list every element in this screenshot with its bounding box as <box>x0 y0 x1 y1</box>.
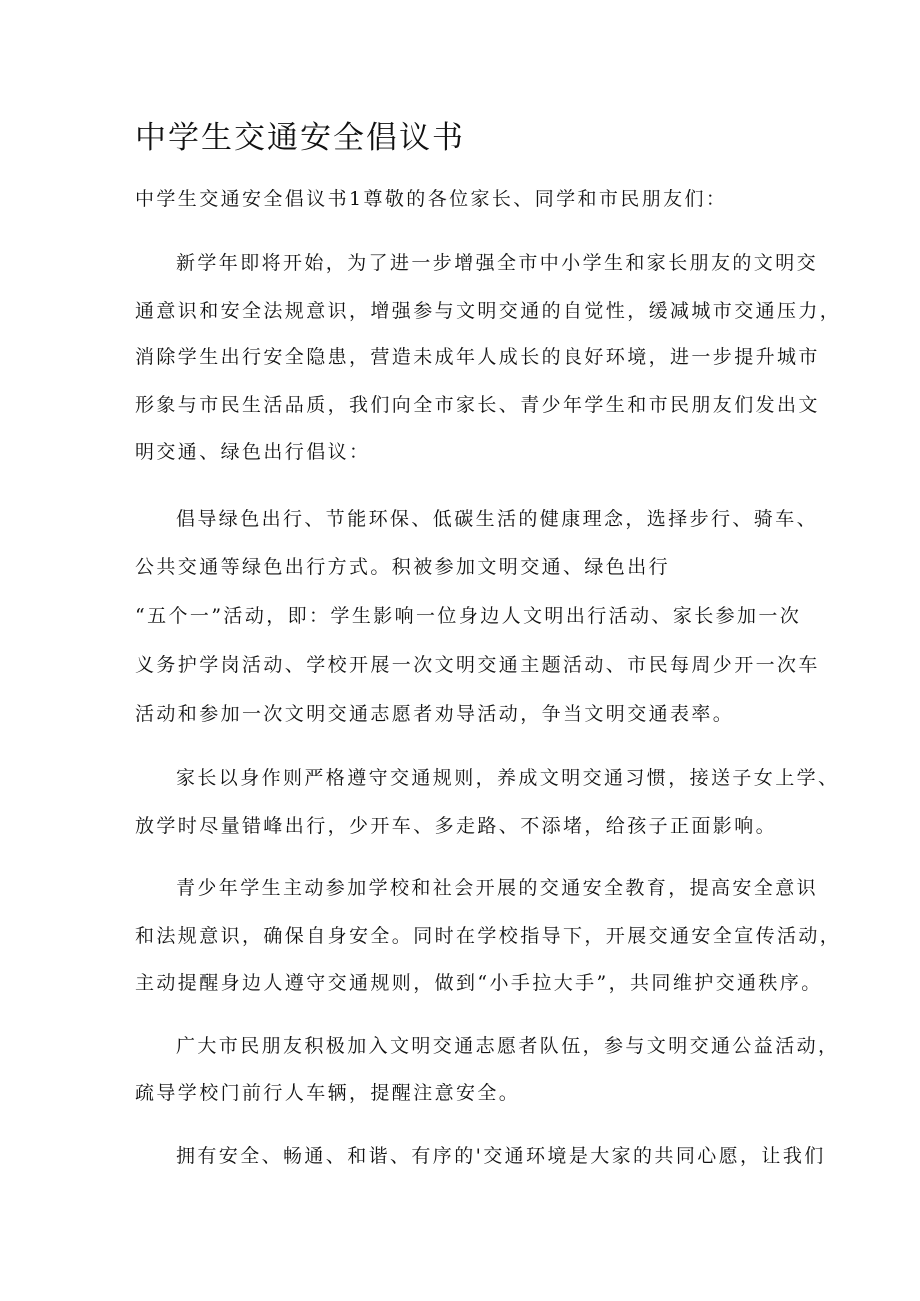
page-title: 中学生交通安全倡议书 <box>135 120 465 156</box>
paragraph-1-line-5: 明交通、绿色出行倡议： <box>135 441 371 463</box>
paragraph-2-line-1: 倡导绿色出行、节能环保、低碳生活的健康理念，选择步行、骑车、 <box>176 508 819 530</box>
paragraph-5-line-2: 疏导学校门前行人车辆，提醒注意安全。 <box>135 1082 521 1104</box>
paragraph-1-line-1: 新学年即将开始，为了进一步增强全市中小学生和家长朋友的文明交 <box>176 252 819 274</box>
paragraph-6-line-1: 拥有安全、畅通、和谐、有序的'交通环境是大家的共同心愿，让我们 <box>176 1145 826 1167</box>
paragraph-4-line-2: 和法规意识，确保自身安全。同时在学校指导下，开展交通安全宣传活动， <box>135 925 842 947</box>
paragraph-1-line-3: 消除学生出行安全隐患，营造未成年人成长的良好环境，进一步提升城市 <box>135 346 820 368</box>
paragraph-2-line-3: “五个一”活动，即：学生影响一位身边人文明出行活动、家长参加一次 <box>135 605 802 627</box>
paragraph-4-line-1: 青少年学生主动参加学校和社会开展的交通安全教育，提高安全意识 <box>176 877 819 899</box>
paragraph-5-line-1: 广大市民朋友积极加入文明交通志愿者队伍，参与文明交通公益活动， <box>176 1035 840 1057</box>
paragraph-3-line-1: 家长以身作则严格遵守交通规则，养成文明交通习惯，接送子女上学、 <box>176 767 840 789</box>
paragraph-1-line-4: 形象与市民生活品质，我们向全市家长、青少年学生和市民朋友们发出文 <box>135 394 820 416</box>
paragraph-1-line-2: 通意识和安全法规意识，增强参与文明交通的自觉性，缓减城市交通压力， <box>135 300 842 322</box>
paragraph-2-line-2: 公共交通等绿色出行方式。积被参加文明交通、绿色出行 <box>135 556 671 578</box>
paragraph-2-line-5: 活动和参加一次文明交通志愿者劝导活动，争当文明交通表率。 <box>135 703 735 725</box>
paragraph-2-line-4: 义务护学岗活动、学校开展一次文明交通主题活动、市民每周少开一次车 <box>135 654 820 676</box>
salutation-line: 中学生交通安全倡议书1尊敬的各位家长、同学和市民朋友们： <box>135 188 728 210</box>
paragraph-3-line-2: 放学时尽量错峰出行，少开车、多走路、不添堵，给孩子正面影响。 <box>135 815 778 837</box>
paragraph-4-line-3: 主动提醒身边人遵守交通规则，做到“小手拉大手”，共同维护交通秩序。 <box>135 972 823 994</box>
